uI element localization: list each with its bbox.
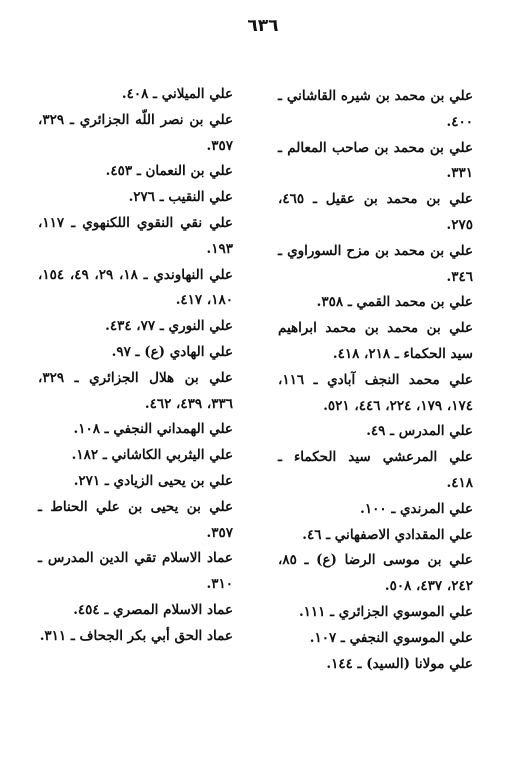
index-entry: علي بن محمد بن صاحب المعالم ـ ٣٣١. [278, 139, 473, 182]
index-entry: علي بن محمد بن محمد ابراهيم سيد الحكماء ـ ٢١٨، ٤١٨. [278, 320, 473, 362]
index-entry: علي المرندي ـ ١٠٠. [360, 500, 473, 517]
index-entry: علي بن محمد بن عقيل ـ ٤٦٥، ٢٧٥. [278, 191, 473, 233]
index-entry: عماد الاسلام المصري ـ ٤٥٤. [73, 601, 233, 618]
index-entry: علي بن يحيى بن علي الحناط ـ ٣٥٧. [38, 498, 233, 541]
index-entry: علي الميلاني ـ ٤٠٨. [121, 86, 233, 102]
index-entry: علي مولانا (السيد) ـ ١٤٤. [326, 655, 473, 672]
index-column-left [38, 84, 233, 650]
index-entry: علي بن محمد بن مزح السوراوي ـ ٣٤٦. [278, 242, 473, 285]
index-entry: علي النقيب ـ ٢٧٦. [128, 189, 233, 206]
index-entry: علي محمد النجف آبادي ـ ١١٦، ١٧٤، ١٧٩، ٢٢٤، ٤٤٦، ٥٢١. [278, 371, 473, 414]
index-entry: علي الموسوي النجفي ـ ١٠٧. [309, 629, 473, 646]
index-entry: علي اليثربي الكاشاني ـ ١٨٢. [71, 447, 233, 464]
index-entry: علي بن النعمان ـ ٤٥٣. [105, 163, 233, 180]
index-entry: علي نقي النقوي اللكنهوي ـ ١١٧، ١٩٣. [38, 214, 233, 257]
index-entry: علي بن محمد بن شيره القاشاني ـ ٤٠٠. [278, 88, 473, 130]
index-entry: علي بن موسى الرضا (ع) ـ ٨٥، ٢٤٢، ٤٣٧، ٥٠٨. [278, 552, 473, 595]
index-entry: علي الموسوي الجزائري ـ ١١١. [298, 603, 473, 620]
index-entry: علي النهاوندي ـ ١٨، ٢٩، ٤٩، ١٥٤، ١٨٠، ٤١٧. [38, 266, 233, 309]
index-entry: علي بن محمد القمي ـ ٣٥٨. [316, 294, 473, 311]
index-entry: علي المرعشي سيد الحكماء ـ ٤١٨. [278, 449, 473, 491]
index-entry: علي بن نصر اللّه الجزائري ـ ٣٢٩، ٣٥٧. [38, 111, 233, 154]
index-entry: علي بن يحيى الزيادي ـ ٢٧١. [73, 472, 233, 489]
index-entry: عماد الحق أبي بكر الجحاف ـ ٣١١. [39, 627, 233, 644]
index-entry: علي الهمداني النجفي ـ ١٠٨. [73, 421, 233, 438]
index-entry: علي المدرس ـ ٤٩. [366, 423, 473, 440]
index-column-right [278, 84, 473, 677]
index-entry: علي بن هلال الجزائري ـ ٣٢٩، ٣٣٦، ٤٣٩، ٤٦٢. [38, 369, 233, 412]
index-entry: علي الهادي (ع) ـ ٩٧. [111, 343, 233, 360]
index-entry: علي النوري ـ ٧٧، ٤٣٤. [105, 318, 233, 335]
index-entry: علي المقدادي الاصفهاني ـ ٤٦. [302, 526, 473, 543]
index-entry: عماد الاسلام تقي الدين المدرس ـ ٣١٠. [38, 550, 233, 593]
page-number: ٦٣٦ [247, 16, 279, 36]
